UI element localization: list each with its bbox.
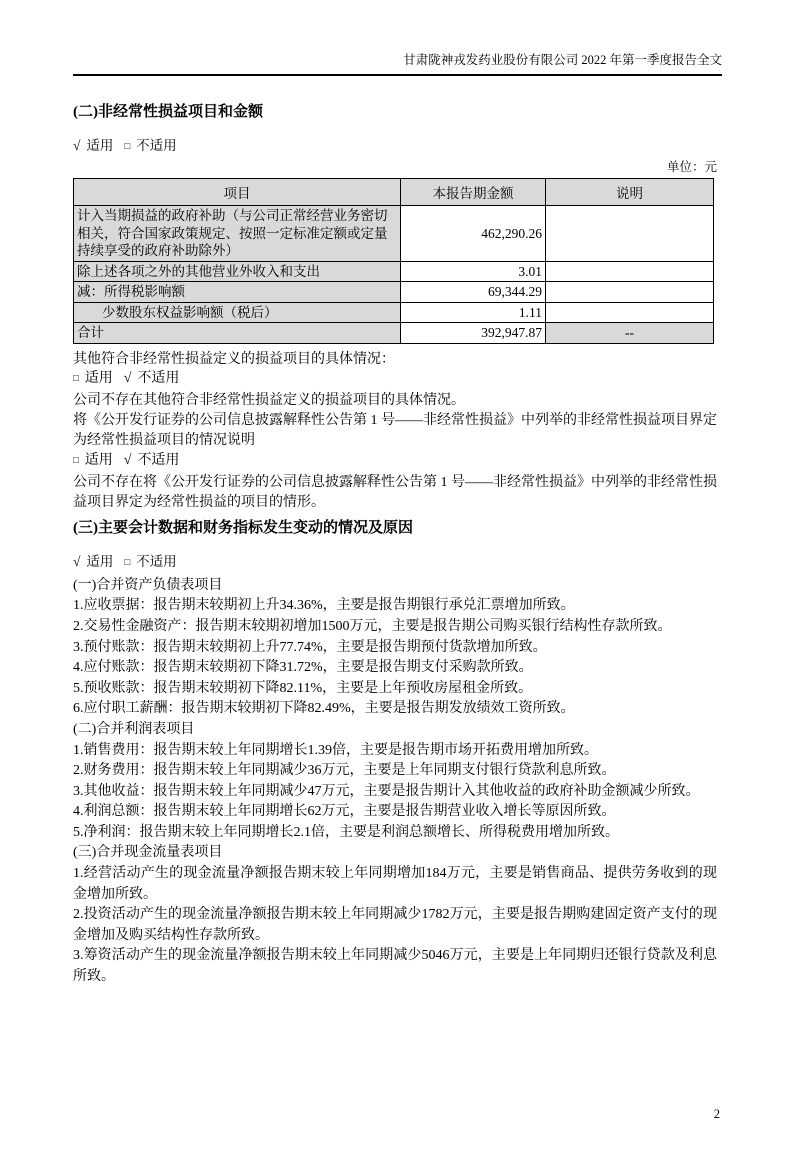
non-recurring-items-table	[73, 178, 714, 344]
not-applicable-label: 不适用	[137, 453, 180, 469]
cell-item: 除上述各项之外的其他营业外收入和支出	[74, 261, 401, 282]
applicable-label: 适用	[86, 553, 114, 569]
applicability-line	[73, 553, 717, 573]
check-mark-icon: √	[123, 371, 132, 387]
table-row	[74, 261, 714, 282]
change-item: 3.其他收益：报告期末较上年同期减少47万元，主要是报告期计入其他收益的政府补助金额减少所致。	[73, 783, 700, 799]
change-item: 2.财务费用：报告期末较上年同期减少36万元，主要是上年同期支付银行贷款利息所致。	[73, 763, 616, 779]
cell-item: 合计	[74, 323, 401, 344]
cell-note	[546, 206, 714, 262]
check-mark-icon: √	[123, 453, 132, 469]
checkbox-icon: □	[73, 456, 79, 467]
subsection-title: (三)合并现金流量表项目	[73, 845, 223, 861]
cell-note	[546, 302, 714, 323]
cell-amount: 69,344.29	[401, 282, 546, 303]
change-item: 2.投资活动产生的现金流量净额报告期末较上年同期减少1782万元，主要是报告期购建固定资产支付的现金增加及购买结构性存款所致。	[73, 907, 717, 943]
changes-body	[73, 576, 717, 988]
page-content	[73, 102, 717, 988]
cell-amount: 3.01	[401, 261, 546, 282]
subsection-title: (二)合并利润表项目	[73, 721, 195, 737]
change-item: 3.预付账款：报告期末较期初上升77.74%，主要是报告期预付货款增加所致。	[73, 639, 547, 655]
cell-item: 计入当期损益的政府补助（与公司正常经营业务密切相关，符合国家政策规定、按照一定标准定额或定量持续享受的政府补助除外）	[74, 206, 401, 262]
cell-note	[546, 261, 714, 282]
change-item: 1.销售费用：报告期末较上年同期增长1.39倍，主要是报告期市场开拓费用增加所致。	[73, 742, 598, 758]
applicable-label: 适用	[86, 138, 114, 153]
note-paragraph: 将《公开发行证券的公司信息披露解释性公告第 1 号——非经常性损益》中列举的非经常性损益项目界定为经常性损益项目的情况说明	[73, 413, 717, 449]
table-row	[74, 206, 714, 262]
report-title: 甘肃陇神戎发药业股份有限公司 2022 年第一季度报告全文	[403, 53, 722, 67]
checkbox-icon: □	[73, 374, 79, 385]
page-number: 2	[713, 1107, 720, 1121]
column-header-note: 说明	[546, 179, 714, 206]
applicable-label: 适用	[84, 371, 113, 387]
check-mark-icon: √	[73, 138, 81, 153]
page-header	[73, 52, 722, 76]
note-paragraph: 公司不存在将《公开发行证券的公司信息披露解释性公告第 1 号——非经常性损益》中列举的非经常性损益项目界定为经常性损益的项目的情形。	[73, 474, 717, 510]
change-item: 5.预收账款：报告期末较期初下降82.11%，主要是上年预收房屋租金所致。	[73, 680, 533, 696]
check-mark-icon: √	[73, 553, 81, 569]
section-heading-non-recurring: (二)非经常性损益项目和金额	[73, 104, 263, 120]
table-row	[74, 282, 714, 303]
column-header-item: 项目	[74, 179, 401, 206]
change-item: 5.净利润：报告期末较上年同期增长2.1倍，主要是利润总额增长、所得税费用增加所致。	[73, 824, 619, 840]
table-header-row	[74, 179, 714, 206]
column-header-amount: 本报告期金额	[401, 179, 546, 206]
table-row	[74, 302, 714, 323]
cell-amount: 1.11	[401, 302, 546, 323]
change-item: 1.经营活动产生的现金流量净额报告期末较上年同期增加184万元，主要是销售商品、提供劳务收到的现金增加所致。	[73, 866, 717, 902]
cell-note	[546, 282, 714, 303]
change-item: 6.应付职工薪酬：报告期末较期初下降82.49%，主要是报告期发放绩效工资所致。	[73, 701, 575, 717]
applicable-label: 适用	[84, 453, 113, 469]
unit-label: 单位：元	[666, 160, 717, 174]
cell-item: 减：所得税影响额	[74, 282, 401, 303]
not-applicable-label: 不适用	[136, 138, 177, 153]
change-item: 1.应收票据：报告期末较期初上升34.36%，主要是报告期银行承兑汇票增加所致。	[73, 598, 575, 614]
change-item: 4.利润总额：报告期末较上年同期增长62万元，主要是报告期营业收入增长等原因所致。	[73, 804, 616, 820]
not-applicable-label: 不适用	[136, 553, 177, 569]
non-recurring-notes	[73, 350, 717, 513]
not-applicable-label: 不适用	[137, 371, 180, 387]
report-page	[0, 52, 793, 1121]
applicability-line	[73, 451, 717, 473]
cell-amount: 462,290.26	[401, 206, 546, 262]
applicability-line	[73, 137, 717, 157]
table-total-row	[74, 323, 714, 344]
checkbox-icon: □	[124, 142, 131, 152]
change-item: 4.应付账款：报告期末较期初下降31.72%，主要是报告期支付采购款所致。	[73, 660, 533, 676]
cell-amount: 392,947.87	[401, 323, 546, 344]
section-heading-changes: (三)主要会计数据和财务指标发生变动的情况及原因	[73, 519, 413, 536]
cell-item: 少数股东权益影响额（税后）	[74, 302, 401, 323]
note-paragraph: 公司不存在其他符合非经常性损益定义的损益项目的具体情况。	[73, 393, 465, 409]
note-paragraph: 其他符合非经常性损益定义的损益项目的具体情况：	[73, 351, 395, 367]
applicability-line	[73, 369, 717, 391]
change-item: 3.筹资活动产生的现金流量净额报告期末较上年同期减少5046万元，主要是上年同期归还银行贷款及利息所致。	[73, 948, 717, 985]
checkbox-icon: □	[124, 557, 131, 568]
cell-note: --	[546, 323, 714, 344]
change-item: 2.交易性金融资产：报告期末较期初增加1500万元，主要是报告期公司购买银行结构性存款所致。	[73, 618, 672, 634]
subsection-title: (一)合并资产负债表项目	[73, 577, 223, 593]
